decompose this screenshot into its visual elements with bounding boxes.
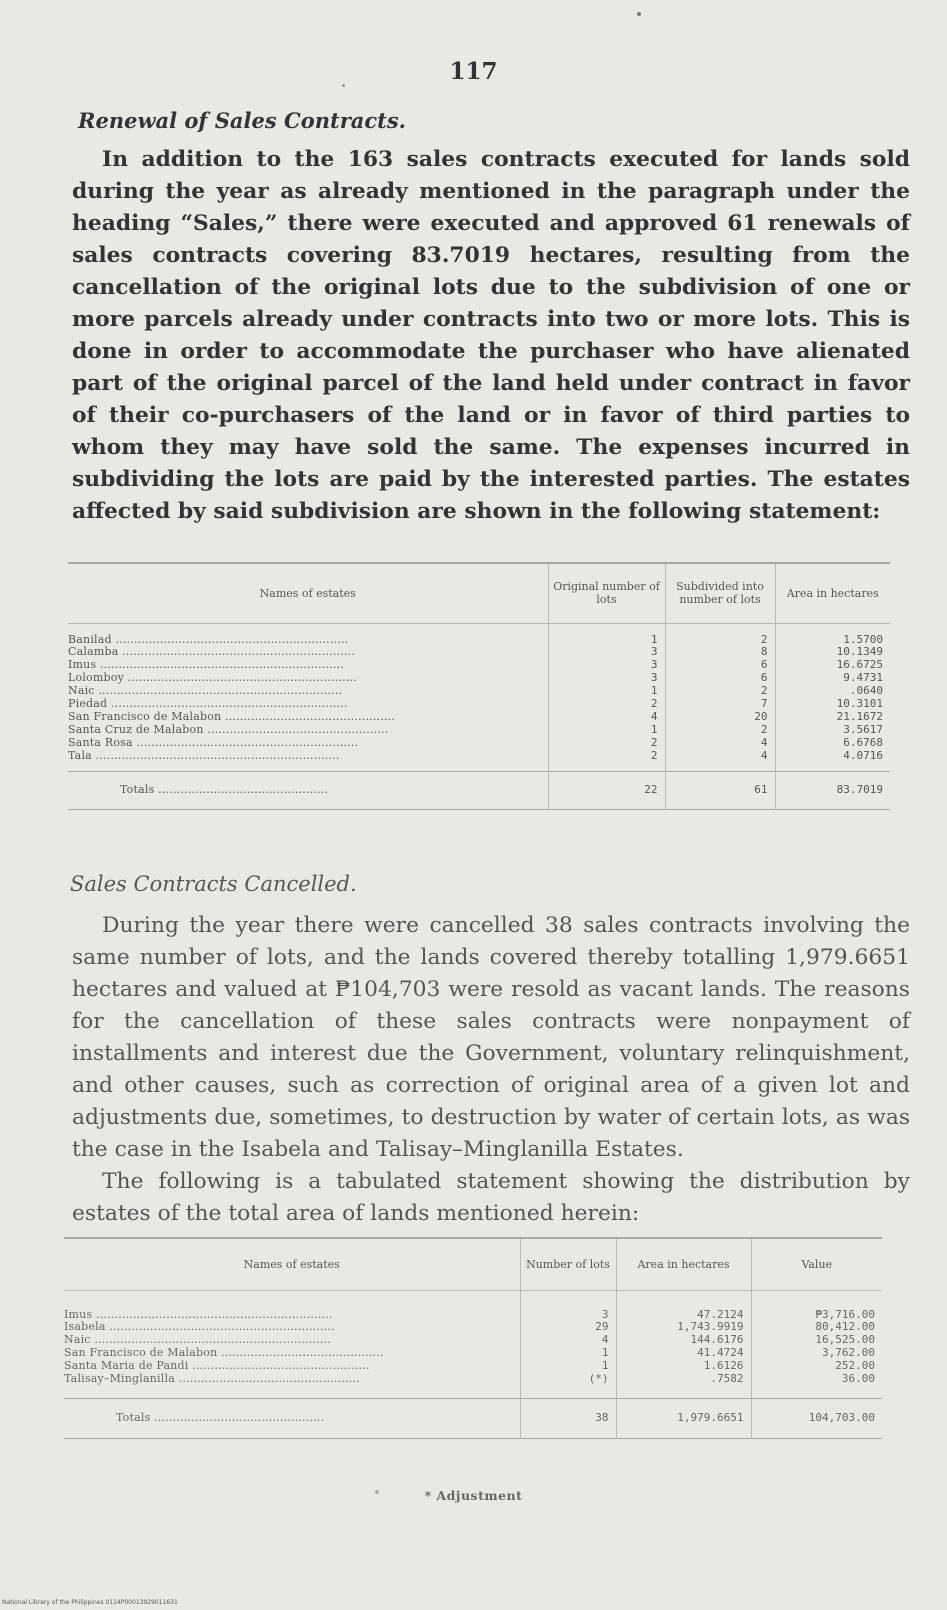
area-value: 3.5617 bbox=[843, 722, 883, 736]
estate-name: Lolomboy .............................................................. bbox=[68, 671, 357, 685]
original-lots-value: 1 bbox=[650, 722, 658, 736]
subdivided-lots-column bbox=[665, 623, 775, 771]
lots-value: 1 bbox=[601, 1346, 609, 1360]
estate-name: Santa Maria de Pandi ................................................ bbox=[64, 1359, 370, 1373]
area-column bbox=[775, 623, 890, 771]
area-value: 1.5700 bbox=[843, 632, 883, 646]
subdivided-lots-value: 2 bbox=[760, 632, 768, 646]
col-header-lots: Number of lots bbox=[520, 1238, 616, 1290]
area-value: 1,743.9919 bbox=[677, 1320, 744, 1334]
original-lots-value: 2 bbox=[650, 735, 658, 749]
estate-name: Calamba ............................................................... bbox=[68, 645, 356, 659]
area-column bbox=[616, 1290, 751, 1398]
original-lots-value: 1 bbox=[650, 632, 658, 646]
col-header-names: Names of estates bbox=[259, 586, 356, 600]
totals-row bbox=[68, 771, 890, 809]
estate-name: San Francisco de Malabon ............................................ bbox=[64, 1346, 384, 1360]
estate-name: Talisay–Minglanilla ................................................. bbox=[64, 1372, 360, 1386]
subdivided-lots-value: 6 bbox=[760, 658, 768, 672]
estate-name: Santa Cruz de Malabon ................................................. bbox=[68, 722, 389, 736]
estate-name: Imus .................................................................. bbox=[68, 658, 344, 672]
totals-area: 83.7019 bbox=[775, 771, 890, 809]
original-lots-value: 1 bbox=[650, 684, 658, 698]
area-value: 144.6176 bbox=[690, 1333, 744, 1347]
renewal-paragraph-text: In addition to the 163 sales contracts executed for lands sold during the year as already mentioned in the paragraph under the heading “Sales,” there were executed and approved 61 renewals of sales contracts covering 83.7019 hectares, resulting from the cancellation of the original lots due to the subdivision of one or more parcels already under contracts into two or more lots. This is done in order to accommodate the purchaser who have alienated part of the original parcel of the land held under contract in favor of their co-purchasers of the land or in favor of third parties to whom they may have sold the same. The expenses incurred in subdividing the lots are paid by the interested parties. The estates affected by said subdivision are shown in the following statement: bbox=[72, 147, 910, 524]
area-value: 41.4724 bbox=[697, 1346, 744, 1360]
col-header-area: Area in hectares bbox=[616, 1238, 751, 1290]
estate-name: Santa Rosa ............................................................ bbox=[68, 735, 359, 749]
area-value: 1.6126 bbox=[703, 1359, 744, 1373]
totals-lots: 38 bbox=[520, 1398, 616, 1438]
value-amount: 16,525.00 bbox=[815, 1333, 875, 1347]
cancelled-paragraph-1: During the year there were cancelled 38 sales contracts involving the same number of lots, and the lands covered thereby totalling 1,979.6651 hectares and valued at ₱104,703 were resold as vacant lands. The reasons for the cancellation of these sales contracts were nonpayment of installments and interest due the Government, voluntary relinquishment, and other causes, such as correction of original area of a given lot and adjustments due, sometimes, to destruction by water of certain lots, as was the case in the Isabela and Talisay–Minglanilla Estates. bbox=[72, 913, 910, 1162]
original-lots-value: 4 bbox=[650, 709, 658, 723]
value-amount: 36.00 bbox=[841, 1372, 875, 1386]
original-lots-column bbox=[548, 623, 665, 771]
estate-name: Banilad ............................................................... bbox=[68, 632, 349, 646]
original-lots-value: 3 bbox=[650, 671, 658, 685]
estate-names-column bbox=[68, 623, 548, 771]
estate-name: Naic .................................................................. bbox=[68, 684, 343, 698]
cancelled-paragraphs bbox=[72, 910, 910, 1230]
value-amount: ₱3,716.00 bbox=[815, 1307, 875, 1321]
scan-speck bbox=[637, 12, 641, 16]
section-heading-renewal: Renewal of Sales Contracts. bbox=[78, 108, 406, 133]
col-header-area: Area in hectares bbox=[775, 563, 890, 623]
totals-area: 1,979.6651 bbox=[616, 1398, 751, 1438]
col-header-value: Value bbox=[751, 1238, 882, 1290]
totals-row bbox=[64, 1398, 882, 1438]
subdivision-table bbox=[68, 562, 890, 810]
col-header-names: Names of estates bbox=[243, 1257, 340, 1271]
area-value: 47.2124 bbox=[697, 1307, 744, 1321]
estate-name: Piedad ................................................................ bbox=[68, 697, 348, 711]
section-heading-cancelled: Sales Contracts Cancelled. bbox=[70, 872, 357, 896]
col-header-original-lots: Original number of lots bbox=[548, 563, 665, 623]
area-value: 10.1349 bbox=[836, 645, 883, 659]
totals-subdivided: 61 bbox=[665, 771, 775, 809]
lots-value: 3 bbox=[601, 1307, 609, 1321]
scan-speck bbox=[342, 84, 345, 87]
col-header-subdivided-lots: Subdivided into number of lots bbox=[665, 563, 775, 623]
subdivided-lots-value: 6 bbox=[760, 671, 768, 685]
area-value: 6.6768 bbox=[843, 735, 883, 749]
lots-value: 4 bbox=[601, 1333, 609, 1347]
estate-name: Imus ................................................................ bbox=[64, 1307, 333, 1321]
subdivided-lots-value: 4 bbox=[760, 735, 768, 749]
footnote: * Adjustment bbox=[424, 1488, 523, 1503]
totals-value: 104,703.00 bbox=[751, 1398, 882, 1438]
value-column bbox=[751, 1290, 882, 1398]
scan-speck bbox=[375, 1490, 379, 1494]
area-value: 21.1672 bbox=[836, 709, 883, 723]
cancelled-paragraph-2: The following is a tabulated statement showing the distribution by estates of the total area of lands mentioned herein: bbox=[72, 1169, 910, 1226]
lots-value: (*) bbox=[588, 1372, 609, 1386]
estate-name: Tala .................................................................. bbox=[68, 748, 340, 762]
totals-label: Totals .............................................. bbox=[120, 783, 329, 797]
lots-value: 29 bbox=[595, 1320, 609, 1334]
subdivided-lots-value: 2 bbox=[760, 684, 768, 698]
subdivided-lots-value: 8 bbox=[760, 645, 768, 659]
area-value: 10.3101 bbox=[836, 697, 883, 711]
totals-original: 22 bbox=[548, 771, 665, 809]
estate-name: Isabela ............................................................. bbox=[64, 1320, 335, 1334]
lots-value: 1 bbox=[601, 1359, 609, 1373]
cancellation-table bbox=[64, 1237, 882, 1439]
totals-label: Totals .............................................. bbox=[116, 1411, 325, 1425]
area-value: 9.4731 bbox=[843, 671, 883, 685]
value-amount: 3,762.00 bbox=[822, 1346, 875, 1360]
subdivided-lots-value: 2 bbox=[760, 722, 768, 736]
estate-name: San Francisco de Malabon .............................................. bbox=[68, 709, 396, 723]
area-value: .0640 bbox=[849, 684, 883, 698]
value-amount: 80,412.00 bbox=[815, 1320, 875, 1334]
original-lots-value: 2 bbox=[650, 748, 658, 762]
area-value: 4.0716 bbox=[843, 748, 883, 762]
area-value: 16.6725 bbox=[836, 658, 883, 672]
subdivided-lots-value: 7 bbox=[760, 697, 768, 711]
subdivided-lots-value: 4 bbox=[760, 748, 768, 762]
subdivided-lots-value: 20 bbox=[754, 709, 768, 723]
estate-names-column bbox=[64, 1290, 520, 1398]
original-lots-value: 2 bbox=[650, 697, 658, 711]
estate-name: Naic ................................................................ bbox=[64, 1333, 331, 1347]
value-amount: 252.00 bbox=[835, 1359, 875, 1373]
original-lots-value: 3 bbox=[650, 645, 658, 659]
library-credit: National Library of the Philippines 0114P00013929011631 bbox=[2, 1599, 178, 1606]
lots-column bbox=[520, 1290, 616, 1398]
area-value: .7582 bbox=[710, 1372, 744, 1386]
page-number: 117 bbox=[449, 58, 498, 85]
renewal-paragraph bbox=[72, 144, 910, 528]
table-body bbox=[68, 623, 890, 771]
original-lots-value: 3 bbox=[650, 658, 658, 672]
table-body bbox=[64, 1290, 882, 1398]
